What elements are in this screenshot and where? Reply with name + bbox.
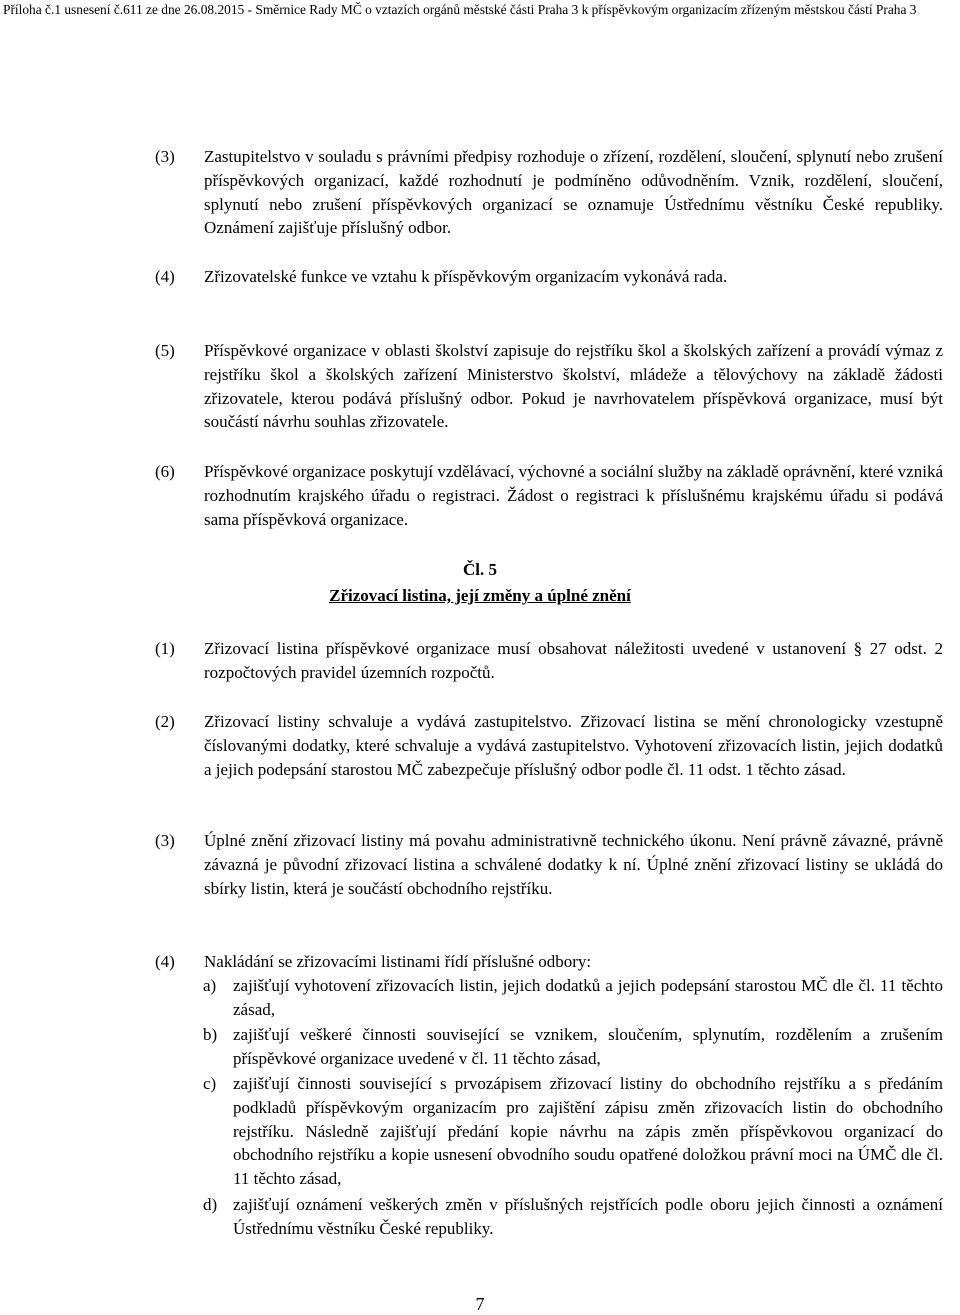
list-text: zajišťují oznámení veškerých změn v příslušných rejstřících podle oboru jejich činnosti a oznámení Ústřednímu věstníku České republiky. — [233, 1195, 943, 1238]
list-letter: a) — [203, 976, 217, 995]
article-title: Zřizovací listina, její změny a úplné znění — [329, 586, 631, 605]
paragraph-number: (2) — [155, 712, 175, 731]
paragraph-text: Zřizovací listina příspěvkové organizace musí obsahovat náležitosti uvedené v ustanovení § 27 odst. 2 rozpočtových pravidel územních rozpočtů. — [204, 639, 943, 682]
page-number: 7 — [475, 1294, 485, 1314]
article-paragraph-4 — [155, 950, 943, 974]
paragraph-text: Zastupitelstvo v souladu s právními předpisy rozhoduje o zřízení, rozdělení, sloučení, splynutí nebo zrušení příspěvkových organizací, každé rozhodnutí je podmíněno odůvodněním. Vznik, rozdělení, sloučení, splynutí nebo zrušení příspěvkových organizací se oznamuje Ústřednímu věstníku České republiky. Oznámení zajišťuje příslušný odbor. — [204, 147, 943, 238]
paragraph-number: (5) — [155, 341, 175, 360]
paragraph-text: Zřizovatelské funkce ve vztahu k příspěvkovým organizacím vykonává rada. — [204, 267, 728, 286]
list-letter: d) — [203, 1195, 218, 1214]
article-title-wrap — [0, 584, 960, 608]
paragraph-text: Nakládání se zřizovacími listinami řídí příslušné odbory: — [204, 952, 592, 971]
paragraph-text: Úplné znění zřizovací listiny má povahu administrativně technického úkonu. Není právně závazné, právně závazná je původní zřizovací listina a schválené dodatky k ní. Úplné znění zřizovací listiny se ukládá do sbírky listin, která je součástí obchodního rejstříku. — [204, 831, 943, 898]
paragraph-3 — [155, 145, 943, 240]
article-number: Čl. 5 — [463, 560, 497, 579]
paragraph-number: (6) — [155, 462, 175, 481]
list-text: zajišťují vyhotovení zřizovacích listin, jejich dodatků a jejich podepsání starostou MČ dle čl. 11 těchto zásad, — [233, 976, 943, 1019]
article-paragraph-3 — [155, 829, 943, 900]
paragraph-number: (3) — [155, 147, 175, 166]
list-item-d — [203, 1193, 943, 1241]
article-paragraph-2 — [155, 710, 943, 781]
list-item-c — [203, 1072, 943, 1191]
paragraph-text: Příspěvkové organizace v oblasti školství zapisuje do rejstříku škol a školských zařízení a provádí výmaz z rejstříku škol a školských zařízení Ministerstvo školství, mládeže a tělovýchovy na základě žádosti zřizovatele, kterou podává příslušný odbor. Pokud je navrhovatelem příspěvková organizace, musí být součástí návrhu souhlas zřizovatele. — [204, 341, 943, 432]
paragraph-number: (4) — [155, 952, 175, 971]
list-item-a — [203, 974, 943, 1022]
paragraph-5 — [155, 339, 943, 434]
list-letter: b) — [203, 1025, 218, 1044]
paragraph-number: (4) — [155, 267, 175, 286]
list-text: zajišťují veškeré činnosti související se vznikem, sloučením, splynutím, rozdělením a zrušením příspěvkové organizace uvedené v čl. 11 těchto zásad, — [233, 1025, 943, 1068]
paragraph-number: (3) — [155, 831, 175, 850]
paragraph-6 — [155, 460, 943, 531]
article-paragraph-1 — [155, 637, 943, 685]
list-text: zajišťují činnosti související s prvozápisem zřizovací listiny do obchodního rejstříku a s předáním podkladů příspěvkovým organizacím pro zajištění zápisu změn zřizovacích listin do obchodního rejstříku. Následně zajišťují předání kopie návrhu na zápis změn příspěvkovou organizací do obchodního rejstříku a kopie usnesení obvodního soudu opatřené doložkou právní moci na ÚMČ dle čl. 11 těchto zásad, — [233, 1074, 943, 1189]
paragraph-text: Příspěvkové organizace poskytují vzdělávací, výchovné a sociální služby na základě oprávnění, které vzniká rozhodnutím krajského úřadu o registraci. Žádost o registraci k příslušnému krajskému úřadu si podává sama příspěvková organizace. — [204, 462, 943, 529]
paragraph-4 — [155, 265, 943, 289]
page-header: Příloha č.1 usnesení č.611 ze dne 26.08.2015 - Směrnice Rady MČ o vztazích orgánů městské části Praha 3 k příspěvkovým organizacím zřízeným městskou částí Praha 3 — [3, 2, 917, 17]
paragraph-number: (1) — [155, 639, 175, 658]
paragraph-text: Zřizovací listiny schvaluje a vydává zastupitelstvo. Zřizovací listina se mění chronologicky vzestupně číslovanými dodatky, které schvaluje a vydává zastupitelstvo. Vyhotovení zřizovacích listin, jejich dodatků a jejich podepsání starostou MČ zabezpečuje příslušný odbor podle čl. 11 odst. 1 těchto zásad. — [204, 712, 943, 779]
list-letter: c) — [203, 1074, 217, 1093]
list-item-b — [203, 1023, 943, 1071]
